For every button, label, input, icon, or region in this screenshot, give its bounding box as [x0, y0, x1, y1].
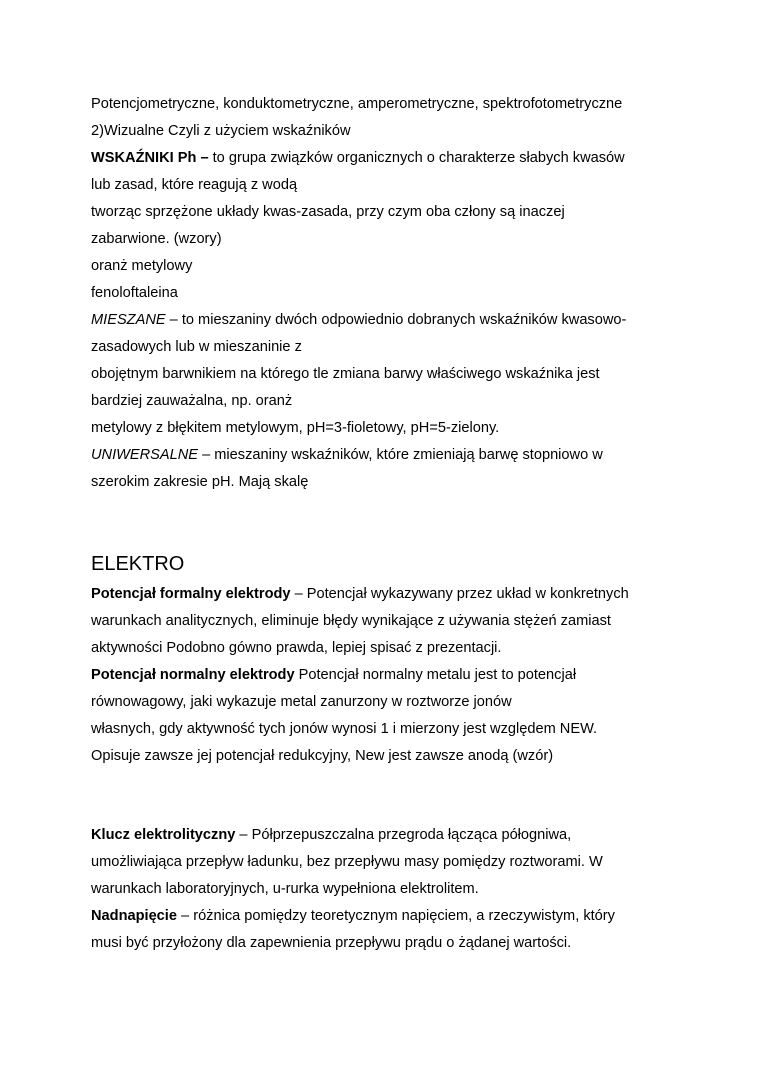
uniwersalne-term: UNIWERSALNE	[91, 447, 199, 463]
wskazniki-paragraph-line4: zabarwione. (wzory)	[91, 231, 222, 247]
uniwersalne-text: – mieszaniny wskaźników, które zmieniają barwę stopniowo w	[198, 447, 603, 463]
nadnapiecie-text: – różnica pomiędzy teoretycznym napięciem, a rzeczywistym, który	[176, 908, 615, 924]
uniwersalne-paragraph-line1	[91, 446, 603, 464]
klucz-text: – Półprzepuszczalna przegroda łącząca półogniwa,	[235, 827, 572, 843]
methods-line: Potencjometryczne, konduktometryczne, amperometryczne, spektrofotometryczne	[91, 96, 623, 112]
potencjal-normalny-line2: równowagowy, jaki wykazuje metal zanurzony w roztworze jonów	[91, 694, 512, 710]
visual-methods-line: 2)Wizualne Czyli z użyciem wskaźników	[91, 123, 351, 139]
nadnapiecie-line1	[91, 907, 615, 925]
mieszane-text: – to mieszaniny dwóch odpowiednio dobranych wskaźników kwasowo-	[165, 312, 627, 328]
potencjal-formalny-line1	[91, 585, 629, 603]
mieszane-paragraph-line4: bardziej zauważalna, np. oranż	[91, 393, 293, 409]
mieszane-paragraph-line3: obojętnym barwnikiem na którego tle zmiana barwy właściwego wskaźnika jest	[91, 366, 600, 382]
mieszane-paragraph-line5: metylowy z błękitem metylowym, pH=3-fioletowy, pH=5-zielony.	[91, 420, 500, 436]
potencjal-normalny-line4: Opisuje zawsze jej potencjał redukcyjny, New jest zawsze anodą (wzór)	[91, 748, 554, 764]
klucz-line1	[91, 826, 571, 844]
mieszane-paragraph-line2: zasadowych lub w mieszaninie z	[91, 339, 302, 355]
elektro-heading: ELEKTRO	[91, 553, 185, 575]
wskazniki-paragraph-line1	[91, 149, 625, 167]
potencjal-normalny-line3: własnych, gdy aktywność tych jonów wynosi 1 i mierzony jest względem NEW.	[91, 721, 598, 737]
potencjal-normalny-text: Potencjał normalny metalu jest to potencjał	[294, 667, 577, 683]
potencjal-formalny-line3: aktywności Podobno gówno prawda, lepiej spisać z prezentacji.	[91, 640, 502, 656]
wskazniki-text: to grupa związków organicznych o charakterze słabych kwasów	[208, 150, 625, 166]
uniwersalne-paragraph-line2: szerokim zakresie pH. Mają skalę	[91, 474, 309, 490]
klucz-term: Klucz elektrolityczny	[91, 827, 236, 843]
wskazniki-term: WSKAŹNIKI Ph –	[91, 150, 209, 166]
potencjal-formalny-term: Potencjał formalny elektrody	[91, 586, 291, 602]
nadnapiecie-term: Nadnapięcie	[91, 908, 177, 924]
potencjal-formalny-line2: warunkach analitycznych, eliminuje błędy wynikające z używania stężeń zamiast	[91, 613, 611, 629]
potencjal-normalny-line1	[91, 666, 576, 684]
wskazniki-paragraph-line3: tworząc sprzężone układy kwas-zasada, przy czym oba człony są inaczej	[91, 204, 565, 220]
klucz-line3: warunkach laboratoryjnych, u-rurka wypełniona elektrolitem.	[91, 881, 479, 897]
potencjal-formalny-text: – Potencjał wykazywany przez układ w konkretnych	[290, 586, 629, 602]
nadnapiecie-line2: musi być przyłożony dla zapewnienia przepływu prądu o żądanej wartości.	[91, 935, 572, 951]
mieszane-term: MIESZANE	[91, 312, 166, 328]
oranz-line: oranż metylowy	[91, 258, 193, 274]
fenol-line: fenoloftaleina	[91, 285, 178, 301]
mieszane-paragraph-line1	[91, 311, 626, 329]
klucz-line2: umożliwiająca przepływ ładunku, bez przepływu masy pomiędzy roztworami. W	[91, 854, 603, 870]
wskazniki-paragraph-line2: lub zasad, które reagują z wodą	[91, 177, 298, 193]
potencjal-normalny-term: Potencjał normalny elektrody	[91, 667, 295, 683]
